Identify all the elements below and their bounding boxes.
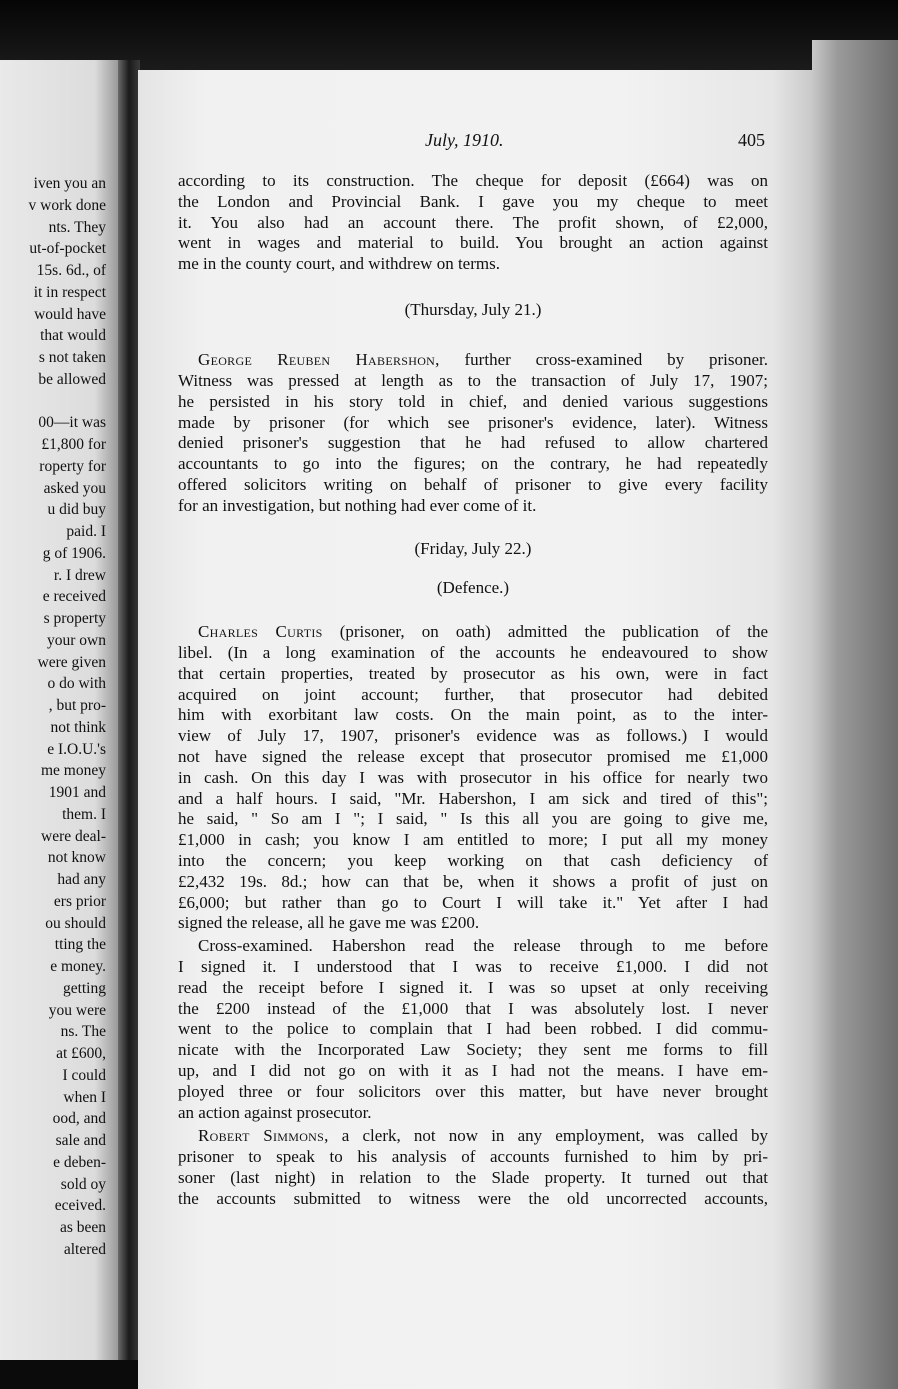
left-page-line: that would xyxy=(40,327,106,345)
left-page-line: ns. The xyxy=(60,1023,106,1041)
witness-name: Charles Curtis xyxy=(198,622,323,641)
left-page-line: paid. I xyxy=(66,523,106,540)
session-date: (Thursday, July 21.) xyxy=(404,300,542,319)
paragraph-text: further cross-examined by prisoner. xyxy=(439,350,768,369)
paragraph-line: accountants to go into the figures; on the contrary, he had repeatedly xyxy=(178,454,768,474)
paragraph-line: denied prisoner's suggestion that he had refused to allow chartered xyxy=(178,433,768,453)
paragraph-line: that certain properties, treated by prosecutor as his own, were in fact xyxy=(178,663,768,683)
paragraph-line: it. You also had an account there. The profit shown, of £2,000, xyxy=(178,212,768,232)
paragraph-line: Witness was pressed at length as to the transaction of July 17, 1907; xyxy=(178,371,768,390)
left-page-line: you were xyxy=(48,1001,106,1019)
paragraph-line: and a half hours. I said, "Mr. Habershon, I am sick and tired of this"; xyxy=(178,788,768,808)
paragraph-line: acquired on joint account; further, that prosecutor had debited xyxy=(178,684,768,704)
left-page-line: not think xyxy=(50,718,106,736)
left-page-line: 1901 and xyxy=(48,784,106,801)
left-page-line: ut-of-pocket xyxy=(29,240,106,258)
paragraph-line: ployed three or four solicitors over this matter, but have never brought xyxy=(178,1081,768,1101)
left-page-line: it in respect xyxy=(33,283,106,301)
running-head: July, 1910. xyxy=(425,130,504,150)
left-page-line: would have xyxy=(34,305,106,323)
paragraph-line: in cash. On this day I was with prosecutor in his office for nearly two xyxy=(178,767,768,787)
left-page-line: r. I drew xyxy=(53,566,106,584)
paragraph-line: up, and I did not go on with it as I had not the means. I have em- xyxy=(178,1061,768,1080)
left-page-line: ers prior xyxy=(53,892,106,910)
left-page-line: sale and xyxy=(55,1132,106,1149)
left-page-line: not know xyxy=(47,849,106,867)
left-page-line: e money. xyxy=(50,958,106,975)
paragraph-first-line xyxy=(198,622,768,642)
left-page-line: be allowed xyxy=(38,370,106,388)
left-page-line: I could xyxy=(62,1066,106,1084)
paragraph-line: not have signed the release except that prosecutor promised me £1,000 xyxy=(178,747,768,766)
paragraph-first-line: Cross-examined. Habershon read the release through to me before xyxy=(198,936,768,955)
left-page-line: getting xyxy=(62,979,106,997)
left-page-line: o do with xyxy=(47,675,106,693)
left-page-line: v work done xyxy=(28,196,106,214)
paragraph-line: soner (last night) in relation to the Slade property. It turned out that xyxy=(178,1167,768,1187)
paragraph-line: an action against prosecutor. xyxy=(178,1102,372,1122)
paragraph-line: went in wages and material to build. You brought an action against xyxy=(178,233,768,253)
paragraph-line: the London and Provincial Bank. I gave you my cheque to meet xyxy=(178,191,768,211)
left-page-line: e deben- xyxy=(53,1153,106,1171)
left-page-line: them. I xyxy=(62,805,106,823)
paragraph-line: offered solicitors writing on behalf of prisoner to give every facility xyxy=(178,475,768,494)
paragraph-line: he persisted in his story told in chief, and denied various suggestions xyxy=(178,391,768,411)
left-page-line: asked you xyxy=(43,479,106,497)
paragraph-text: (prisoner, on oath) admitted the publication of the xyxy=(322,622,768,641)
left-page-line: when I xyxy=(63,1088,106,1106)
book-gutter xyxy=(118,60,140,1360)
left-page-line: were deal- xyxy=(41,827,106,845)
session-date: (Friday, July 22.) xyxy=(414,539,532,558)
left-page-line: tting the xyxy=(54,936,106,954)
left-page-line: s not taken xyxy=(38,349,106,366)
left-page-line: 00—it was xyxy=(38,414,106,432)
witness-name: Robert Simmons, xyxy=(198,1126,329,1145)
left-page-line: altered xyxy=(63,1240,106,1258)
left-page-line: were given xyxy=(37,653,106,671)
left-page-line: e received xyxy=(42,588,106,606)
left-page-line: nts. They xyxy=(48,218,106,236)
paragraph-line: £6,000; but rather than go to Court I will take it." Yet after I had xyxy=(178,892,768,912)
witness-name: George Reuben Habershon, xyxy=(198,350,440,369)
scan-right-edge xyxy=(812,40,898,1389)
left-page-line: at £600, xyxy=(56,1045,106,1062)
paragraph-line: according to its construction. The cheque for deposit (£664) was on xyxy=(178,171,768,190)
left-page-line: , but pro- xyxy=(48,697,106,714)
left-page-line: as been xyxy=(59,1219,106,1236)
left-page-line: eceived. xyxy=(54,1197,106,1215)
left-page-line: £1,800 for xyxy=(41,436,106,453)
paragraph-line: into the concern; you keep working on that cash deficiency of xyxy=(178,851,768,870)
section-heading: (Defence.) xyxy=(436,578,510,597)
paragraph-first-line xyxy=(198,1126,768,1146)
paragraph-text: a clerk, not now in any employment, was called by xyxy=(328,1126,768,1145)
left-page-line: sold oy xyxy=(60,1175,106,1193)
paragraph-line: the accounts submitted to witness were the old uncorrected accounts, xyxy=(178,1188,768,1208)
left-page-line: your own xyxy=(47,631,106,649)
left-page-line: e I.O.U.'s xyxy=(47,740,106,758)
left-page-line: 15s. 6d., of xyxy=(36,262,106,279)
paragraph-line: he said, " So am I "; I said, " Is this all you are going to give me, xyxy=(178,809,768,829)
paragraph-line: libel. (In a long examination of the accounts he endeavoured to show xyxy=(178,643,768,662)
left-page-line: s property xyxy=(43,610,106,627)
paragraph-line: the £200 instead of the £1,000 that I was absolutely lost. I never xyxy=(178,998,768,1018)
paragraph-line: prisoner to speak to his analysis of accounts furnished to him by pri- xyxy=(178,1147,768,1166)
paragraph-line: went to the police to complain that I had been robbed. I did commu- xyxy=(178,1019,768,1039)
paragraph-line: for an investigation, but nothing had ever come of it. xyxy=(178,495,537,515)
left-page-line: ou should xyxy=(45,914,106,932)
left-page-line: g of 1906. xyxy=(42,544,106,562)
left-page-line: me money xyxy=(41,762,106,780)
paragraph-line: made by prisoner (for which see prisoner's evidence, later). Witness xyxy=(178,412,768,432)
paragraph-line: read the receipt before I signed it. I was so upset at only receiving xyxy=(178,977,768,997)
paragraph-line: £1,000 in cash; you know I am entitled to more; I put all my money xyxy=(178,830,768,850)
paragraph-line: I signed it. I understood that I was to receive £1,000. I did not xyxy=(178,957,768,976)
page-number: 405 xyxy=(738,130,765,150)
paragraph-line: me in the county court, and withdrew on terms. xyxy=(178,254,500,274)
left-page-line: had any xyxy=(57,871,106,888)
paragraph-first-line xyxy=(198,350,768,370)
left-page-line: iven you an xyxy=(33,175,106,192)
left-page-fragment xyxy=(0,60,118,1360)
paragraph-line: view of July 17, 1907, prisoner's evidence was as follows.) I would xyxy=(178,726,768,746)
paragraph-line: him with exorbitant law costs. On the main point, as to the inter- xyxy=(178,705,768,725)
paragraph-line: £2,432 19s. 8d.; how can that be, when it shows a profit of just on xyxy=(178,871,768,891)
paragraph-line: nicate with the Incorporated Law Society; they sent me forms to fill xyxy=(178,1040,768,1060)
left-page-line: roperty for xyxy=(39,457,106,475)
page-header xyxy=(170,130,765,152)
paragraph-line: signed the release, all he gave me was £200. xyxy=(178,913,480,933)
left-page-line: ood, and xyxy=(52,1110,106,1128)
left-page-line: u did buy xyxy=(47,501,106,519)
